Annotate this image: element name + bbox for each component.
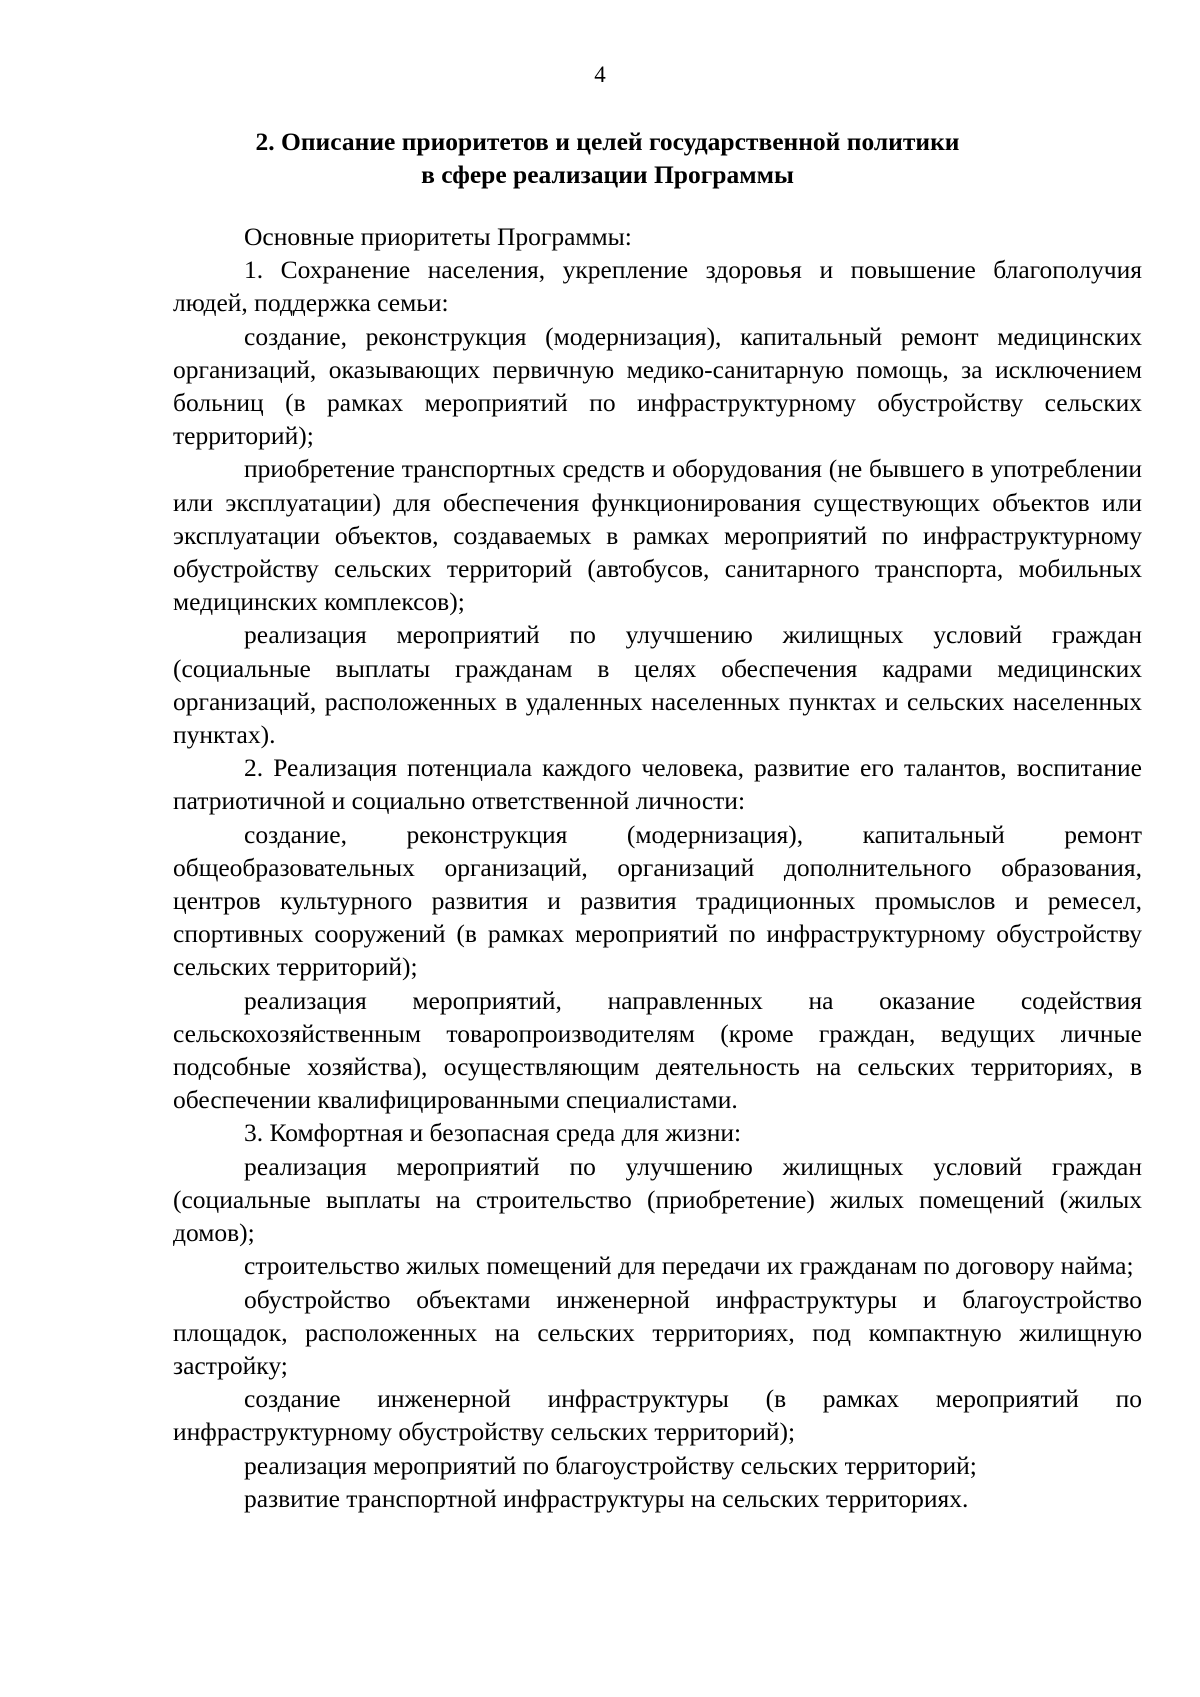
paragraph-education-culture-sport: создание, реконструкция (модернизация), капитальный ремонт общеобразовательных организаций, организаций дополнительного образования, центров культурного развития и развития традиционных промыслов и ремесел, спортивных сооружений (в рамках мероприятий по инфраструктурному обустройству сельских территорий);: [173, 819, 1142, 982]
paragraph-priorities-intro: Основные приоритеты Программы:: [244, 222, 632, 251]
paragraph-qualified-specialists: реализация мероприятий, направленных на оказание содействия сельскохозяйственным товаропроизводителям (кроме граждан, ведущих личные подсобные хозяйства), осуществляющим деятельность на сельских территориях, в обеспечении квалифицированными специалистами.: [173, 985, 1142, 1115]
section-title: [160, 125, 1055, 191]
paragraph-engineering-sites: обустройство объектами инженерной инфраструктуры и благоустройство площадок, расположенных на сельских территориях, под компактную жилищную застройку;: [173, 1284, 1142, 1380]
body-text: [173, 220, 1142, 1515]
paragraph-vehicles-equipment: приобретение транспортных средств и оборудования (не бывшего в употреблении или эксплуатации) для обеспечения функционирования существующих объектов или эксплуатации объектов, создаваемых в рамках мероприятий по инфраструктурному обустройству сельских территорий (автобусов, санитарного транспорта, мобильных медицинских комплексов);: [173, 454, 1142, 617]
paragraph-medical-construction: создание, реконструкция (модернизация), капитальный ремонт медицинских организаций, оказывающих первичную медико-санитарную помощь, за исключением больниц (в рамках мероприятий по инфраструктурному обустройству сельских территорий);: [173, 321, 1142, 451]
paragraph-housing-payments: реализация мероприятий по улучшению жилищных условий граждан (социальные выплаты на строительство (приобретение) жилых помещений (жилых домов);: [173, 1151, 1142, 1248]
paragraph-priority-3: 3. Комфортная и безопасная среда для жизни:: [244, 1118, 742, 1148]
paragraph-rental-housing: строительство жилых помещений для передачи их гражданам по договору найма;: [244, 1251, 1134, 1281]
section-title-line-2: в сфере реализации Программы: [421, 160, 794, 189]
page-number: 4: [594, 62, 606, 87]
paragraph-transport-infrastructure: развитие транспортной инфраструктуры на сельских территориях.: [244, 1483, 969, 1513]
paragraph-priority-2: 2. Реализация потенциала каждого человека, развитие его талантов, воспитание патриотичной и социально ответственной личности:: [173, 753, 1142, 816]
paragraph-engineering-infrastructure: создание инженерной инфраструктуры (в рамках мероприятий по инфраструктурному обустройству сельских территорий);: [173, 1384, 1142, 1447]
paragraph-priority-1: 1. Сохранение населения, укрепление здоровья и повышение благополучия людей, поддержка семьи:: [173, 255, 1142, 318]
paragraph-landscaping: реализация мероприятий по благоустройству сельских территорий;: [244, 1450, 977, 1480]
paragraph-housing-medical-staff: реализация мероприятий по улучшению жилищных условий граждан (социальные выплаты гражданам в целях обеспечения кадрами медицинских организаций, расположенных в удаленных населенных пунктах и сельских населенных пунктах).: [173, 620, 1142, 750]
section-title-line-1: 2. Описание приоритетов и целей государственной политики: [255, 127, 960, 156]
